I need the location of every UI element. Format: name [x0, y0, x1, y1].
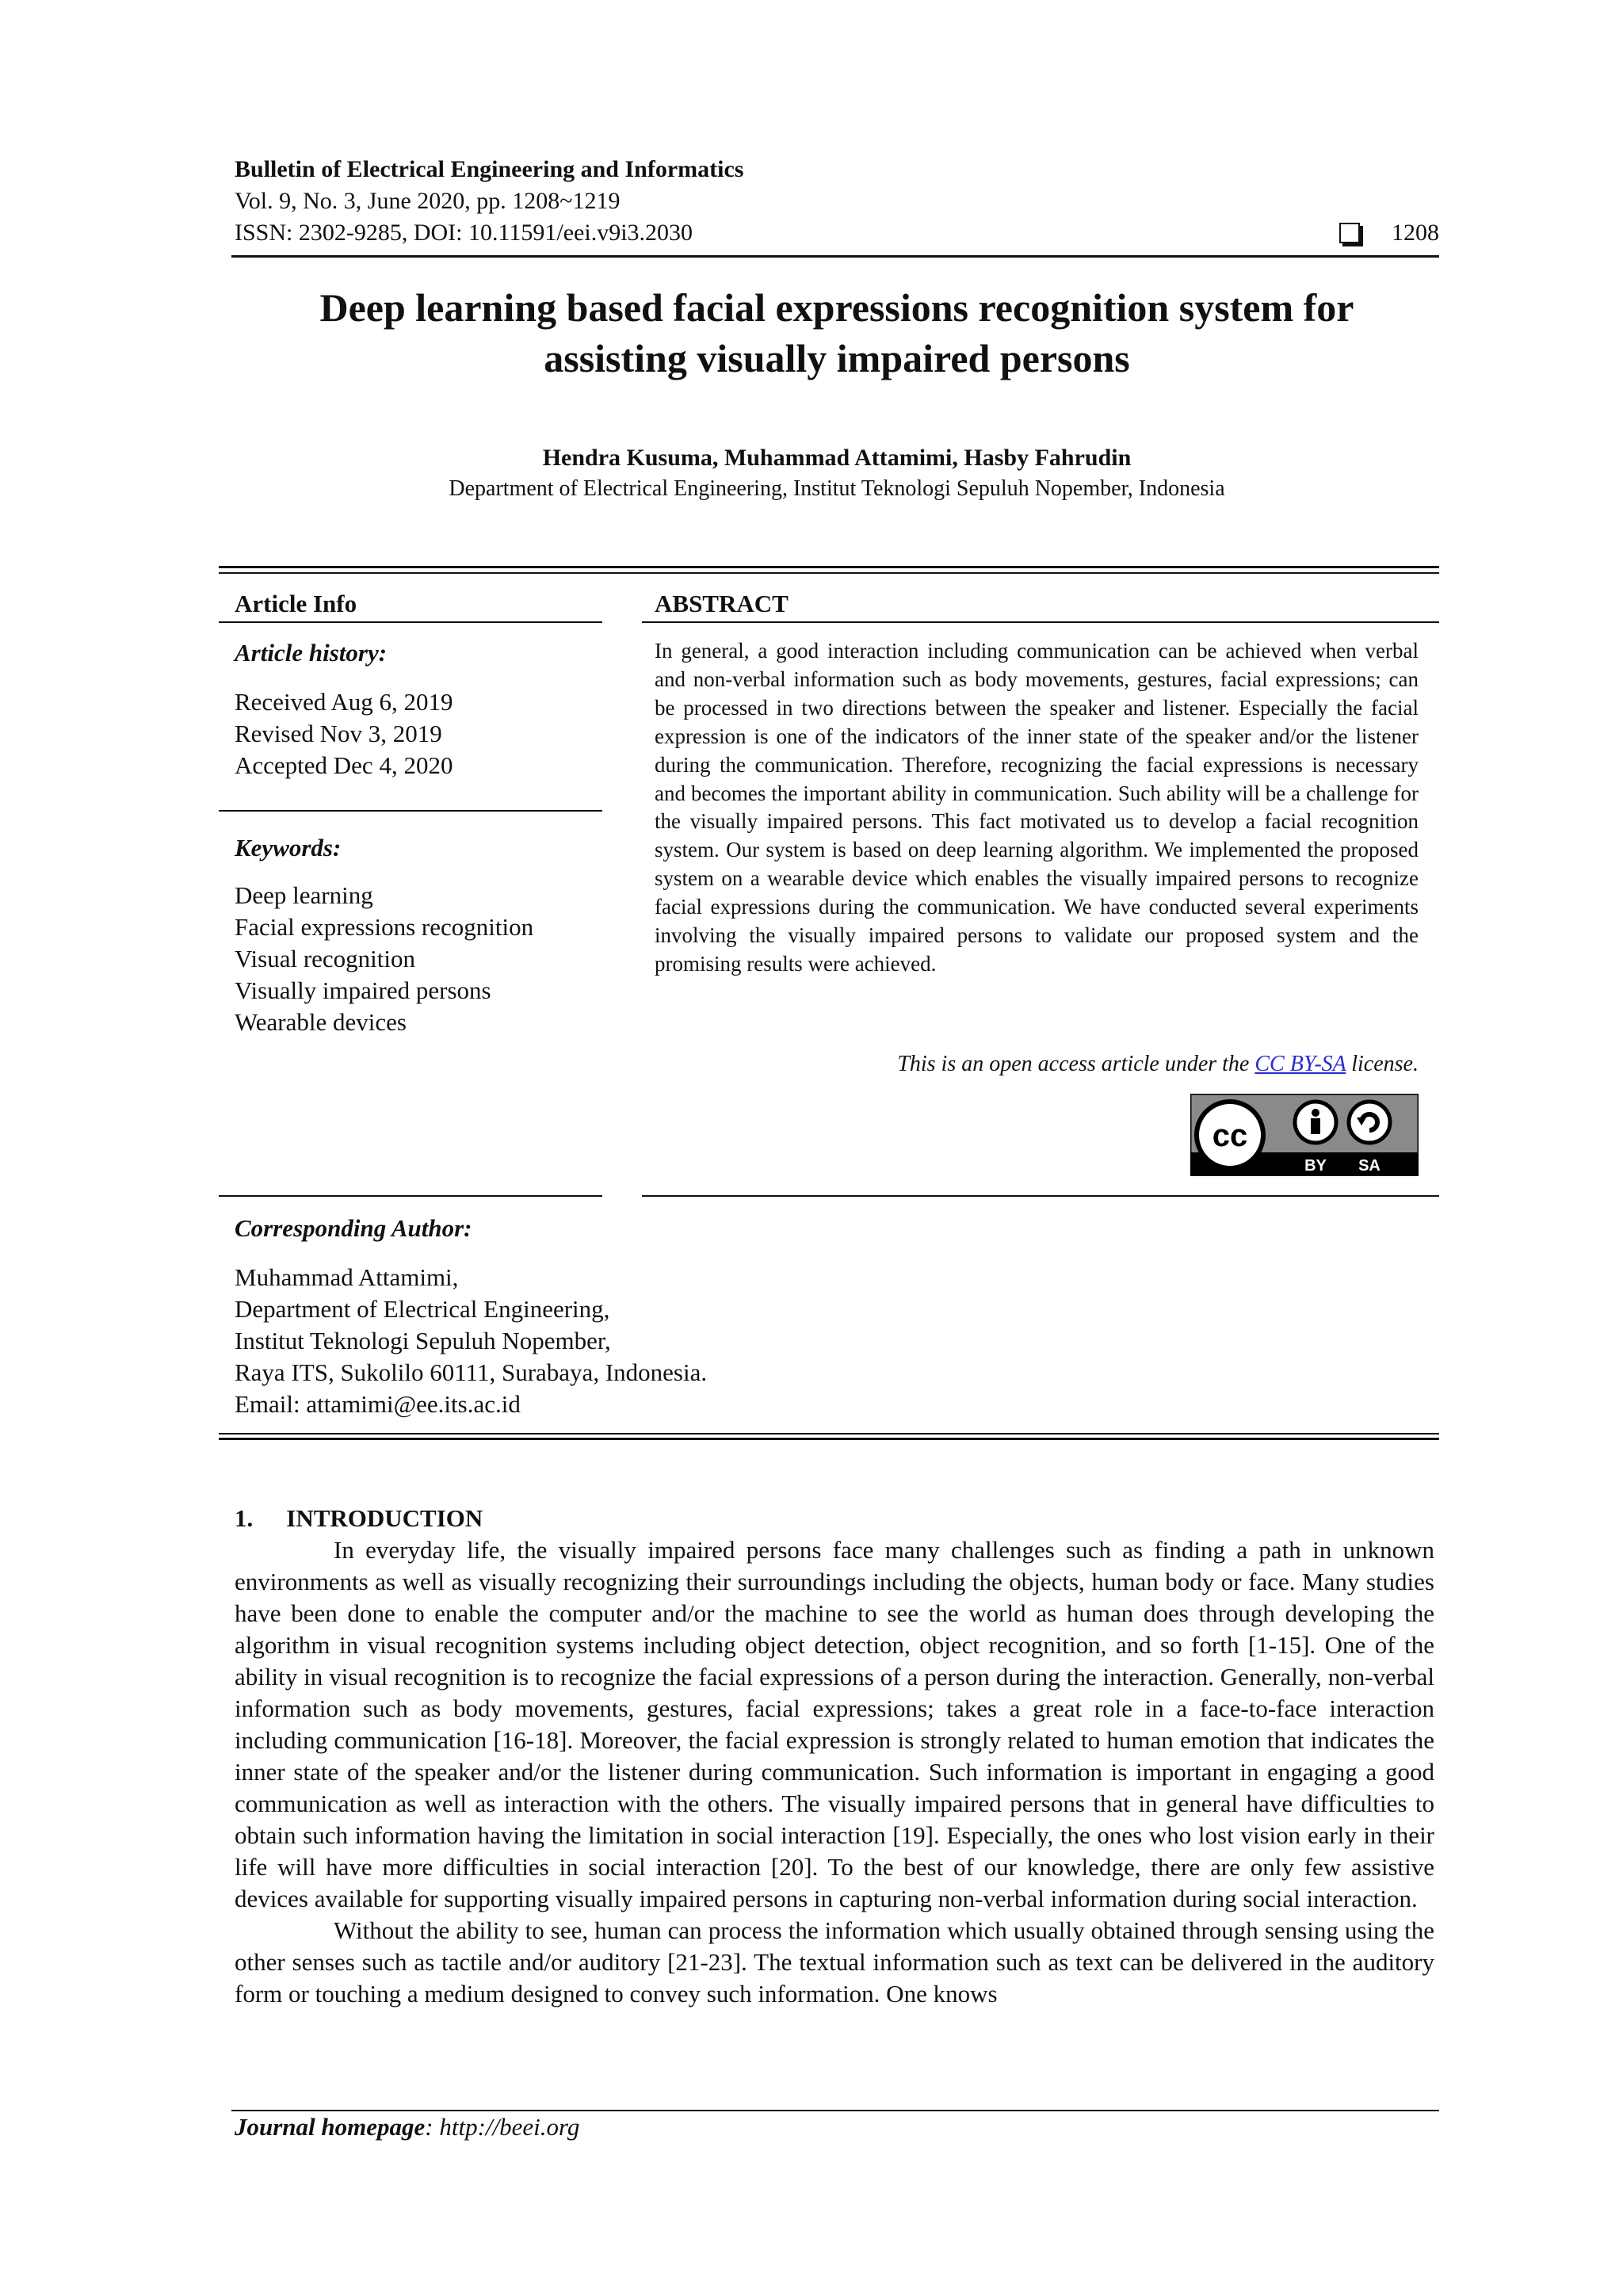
section-number: 1.	[235, 1504, 254, 1532]
keyword-item: Deep learning	[235, 881, 373, 909]
cc-by-sa-link[interactable]: CC BY-SA	[1254, 1052, 1346, 1076]
paper-title	[235, 282, 1439, 384]
journal-name: Bulletin of Electrical Engineering and Informatics	[235, 156, 744, 182]
introduction-body	[235, 1534, 1434, 2010]
intro-paragraph-1: In everyday life, the visually impaired persons face many challenges such as finding a path in unknown environments as well as visually recognizing their surroundings including the objects, human body or face. Many studies have been done to enable the computer and/or the machine to see the world as human does through developing the algorithm in visual recognition systems including object detection, object recognition, and so forth [1-15]. One of the ability in visual recognition is to recognize the facial expressions of a person during the interaction. Generally, non-verbal information such as body movements, gestures, facial expressions; takes a great role in a face-to-face interaction including communication [16-18]. Moreover, the facial expression is strongly related to human emotion that indicates the inner state of the speaker and/or the listener during communication. Such information is important in engaging a good communication as well as interaction with the others. The visually impaired persons that in general have difficulties to obtain such information having the limitation in social interaction [19]. Especially, the ones who lost vision early in their life will have more difficulties in social interaction [20]. To the best of our knowledge, there are only few assistive devices available for supporting visually impaired persons in capturing non-verbal information during social interaction.	[235, 1536, 1434, 1912]
info-box-bottom-rule	[219, 1433, 1439, 1435]
share-alike-icon	[1349, 1102, 1390, 1143]
article-history-label: Article history:	[235, 639, 388, 667]
header-rule	[231, 255, 1439, 258]
title-line-2: assisting visually impaired persons	[544, 336, 1130, 380]
issn-line: ISSN: 2302-9285, DOI: 10.11591/eei.v9i3.2030	[235, 220, 693, 246]
info-box-bottom-rule-2	[219, 1438, 1439, 1440]
title-line-1: Deep learning based facial expressions recognition system for	[319, 285, 1354, 330]
cc-text: cc	[1212, 1118, 1248, 1153]
corresponding-line: Institut Teknologi Sepuluh Nopember,	[235, 1327, 611, 1354]
license-prefix: This is an open access article under the	[897, 1052, 1255, 1076]
keyword-list	[235, 880, 533, 1038]
keywords-label: Keywords:	[235, 834, 342, 861]
keyword-item: Visually impaired persons	[235, 976, 491, 1004]
info-box-top-rule-2	[219, 572, 1439, 574]
keywords-bottom-rule	[219, 1195, 602, 1197]
corresponding-line: Email: attamimi@ee.its.ac.id	[235, 1390, 521, 1418]
history-rule	[219, 810, 602, 812]
keyword-item: Visual recognition	[235, 945, 416, 972]
introduction-heading	[235, 1504, 483, 1533]
abstract-text: In general, a good interaction including communication can be achieved when verbal and non-verbal information such as body movements, gestures, facial expressions; can be processed in two directions between the speaker and listener. Especially the facial expression is one of the indicators of the inner state of the speaker and/or the listener during the communication. Therefore, recognizing the facial expressions is necessary and becomes the important ability in communication. Such ability will be a challenge for the visually impaired persons. This fact motivated us to develop a facial recognition system. Our system is based on deep learning algorithm. We implemented the proposed system on a wearable device which enables the visually impaired persons to recognize facial expressions during the communication. We have conducted several experiments involving the visually impaired persons to validate our proposed system and the promising results were achieved.	[655, 639, 1419, 976]
corresponding-line: Muhammad Attamimi,	[235, 1263, 459, 1291]
page-number-group	[1339, 219, 1439, 247]
homepage-label: Journal homepage	[235, 2113, 426, 2141]
affiliation: Department of Electrical Engineering, Institut Teknologi Sepuluh Nopember, Indonesia	[449, 476, 1225, 501]
journal-homepage	[235, 2113, 579, 2141]
article-info-rule	[219, 621, 602, 623]
square-bullet-icon	[1339, 223, 1360, 243]
revised-date: Revised Nov 3, 2019	[235, 720, 442, 747]
by-label: BY	[1304, 1157, 1327, 1175]
accepted-date: Accepted Dec 4, 2020	[235, 751, 453, 779]
abstract-heading: ABSTRACT	[655, 590, 789, 617]
homepage-url[interactable]: : http://beei.org	[425, 2113, 580, 2141]
intro-paragraph-2: Without the ability to see, human can process the information which usually obtained through sensing using the other senses such as tactile and/or auditory [21-23]. The textual information such as text can be delivered in the auditory form or touching a medium designed to convey such information. One knows	[235, 1916, 1434, 2008]
corresponding-author-details	[235, 1262, 707, 1420]
abstract-rule	[642, 621, 1439, 623]
page-number: 1208	[1392, 220, 1439, 246]
received-date: Received Aug 6, 2019	[235, 688, 453, 716]
open-access-note	[897, 1051, 1419, 1078]
abstract-bottom-rule	[642, 1195, 1439, 1197]
footer-rule	[231, 2110, 1439, 2111]
keyword-item: Wearable devices	[235, 1008, 407, 1036]
authors: Hendra Kusuma, Muhammad Attamimi, Hasby Fahrudin	[542, 445, 1132, 471]
corresponding-line: Raya ITS, Sukolilo 60111, Surabaya, Indonesia.	[235, 1358, 708, 1386]
info-box-top-rule	[219, 566, 1439, 568]
keyword-item: Facial expressions recognition	[235, 913, 534, 941]
cc-by-sa-badge[interactable]	[1190, 1094, 1419, 1176]
section-title: INTRODUCTION	[286, 1504, 483, 1532]
license-suffix: license.	[1346, 1052, 1419, 1076]
corresponding-author-label: Corresponding Author:	[235, 1214, 472, 1242]
corresponding-line: Department of Electrical Engineering,	[235, 1295, 610, 1323]
sa-label: SA	[1358, 1157, 1381, 1175]
volume-line: Vol. 9, No. 3, June 2020, pp. 1208~1219	[235, 188, 621, 214]
article-info-heading: Article Info	[235, 590, 357, 617]
